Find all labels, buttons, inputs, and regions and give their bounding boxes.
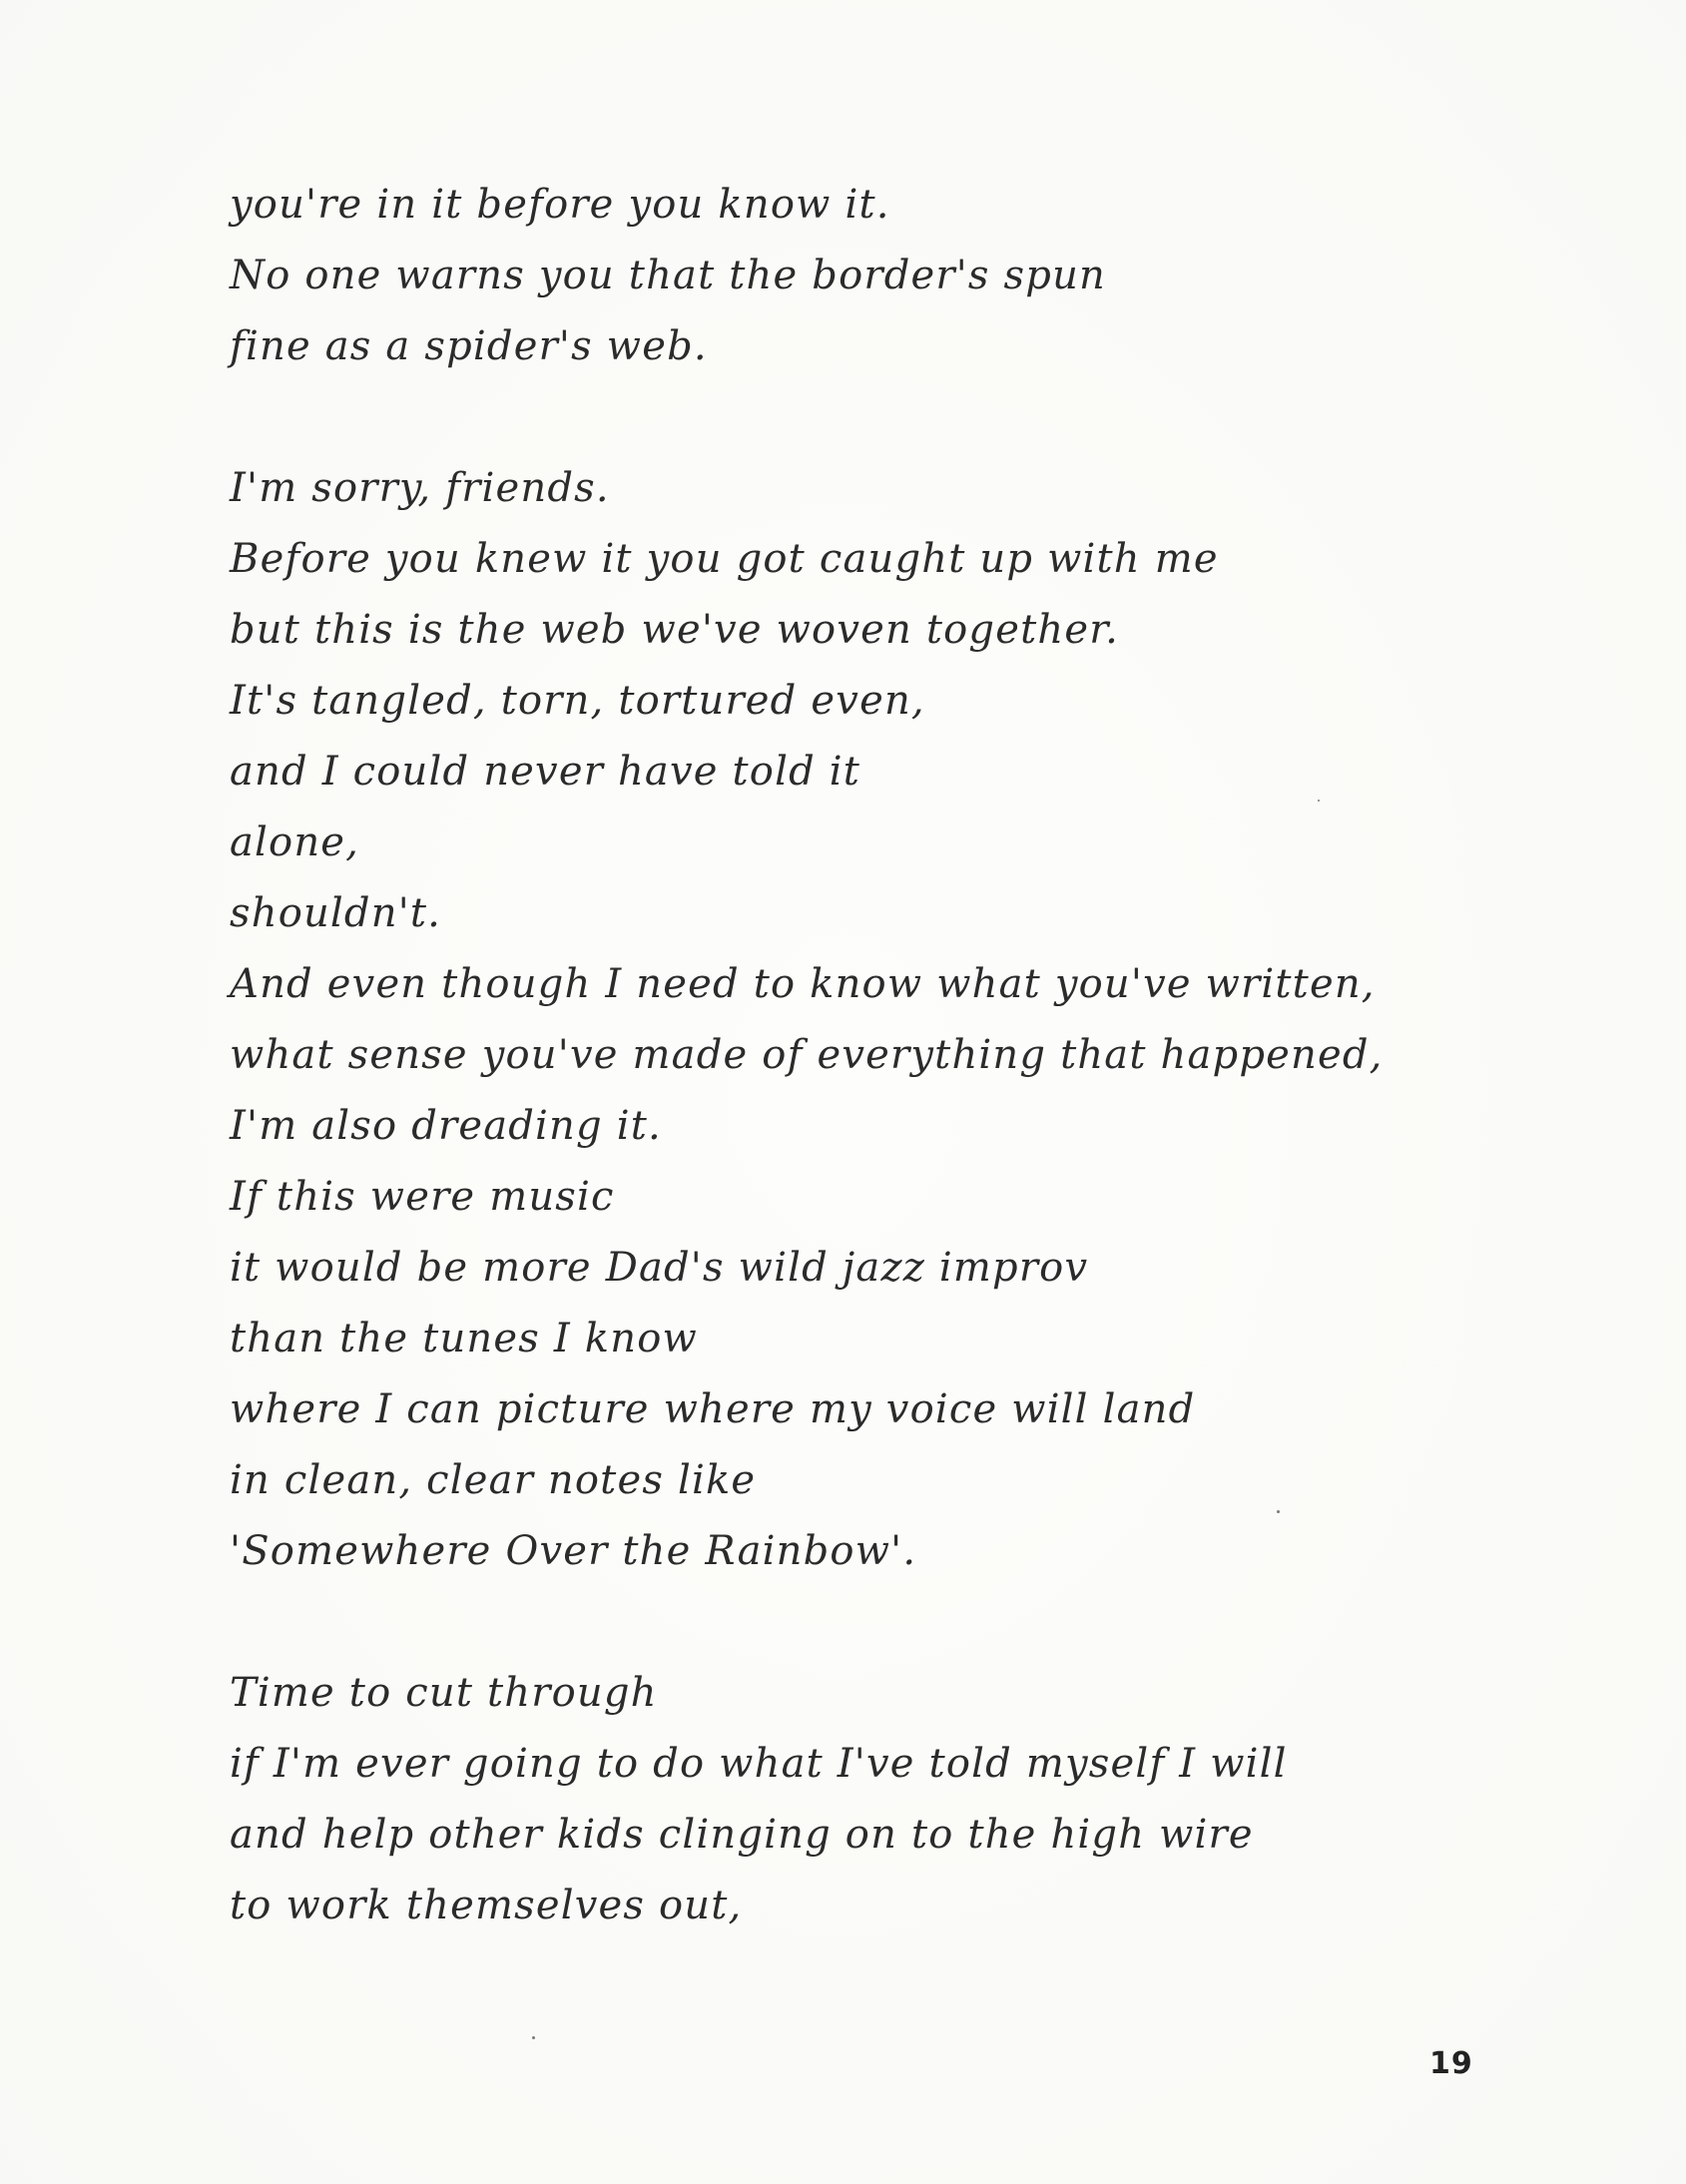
poem-line: alone,: [230, 819, 360, 865]
poem-line: and help other kids clinging on to the high wire: [230, 1812, 1254, 1858]
stanza-2: [230, 453, 1427, 1587]
poem-line: Before you knew it you got caught up with me: [230, 536, 1219, 582]
poem-line: No one warns you that the border's spun: [230, 253, 1106, 298]
poem-line: to work themselves out,: [230, 1883, 743, 1928]
poem-line: I'm sorry, friends.: [230, 465, 610, 511]
page-number: 19: [1429, 2046, 1473, 2081]
poem-text: [230, 170, 1427, 2012]
poem-line: what sense you've made of everything that happened,: [230, 1032, 1384, 1078]
poem-line: but this is the web we've woven together.: [230, 607, 1120, 653]
poem-line: than the tunes I know: [230, 1316, 698, 1362]
poem-line: It's tangled, torn, tortured even,: [230, 678, 925, 724]
poem-line: 'Somewhere Over the Rainbow'.: [230, 1528, 917, 1574]
poem-line: it would be more Dad's wild jazz improv: [230, 1245, 1089, 1291]
poem-line: and I could never have told it: [230, 749, 861, 795]
poem-line: in clean, clear notes like: [230, 1457, 757, 1503]
poem-line: where I can picture where my voice will land: [230, 1386, 1196, 1432]
poem-line: I'm also dreading it.: [230, 1103, 662, 1149]
poem-line: fine as a spider's web.: [230, 323, 708, 369]
poem-line: Time to cut through: [230, 1670, 658, 1716]
poem-line: if I'm ever going to do what I've told myself I will: [230, 1741, 1288, 1787]
poem-line: you're in it before you know it.: [230, 182, 890, 228]
scan-speck: [532, 2036, 535, 2039]
stanza-1: [230, 170, 1427, 382]
poem-line: If this were music: [230, 1174, 615, 1220]
poem-line: shouldn't.: [230, 890, 442, 936]
scan-speck: [1318, 800, 1320, 802]
scan-speck: [1277, 1510, 1280, 1513]
poem-line: And even though I need to know what you've written,: [230, 961, 1376, 1007]
stanza-3: [230, 1658, 1427, 1941]
